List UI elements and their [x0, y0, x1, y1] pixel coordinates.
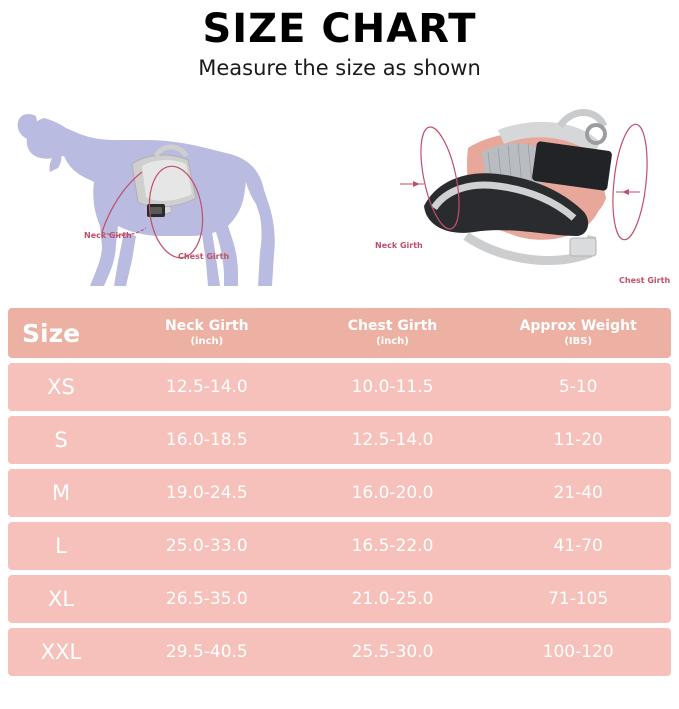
table-row	[8, 363, 671, 411]
cell-chest-girth: 10.0-11.5	[351, 377, 434, 397]
column-header-approx-weight-main: Approx Weight	[519, 318, 637, 335]
cell-chest-girth: 21.0-25.0	[351, 589, 434, 609]
harness-buckle	[570, 238, 596, 256]
cell-size: S	[54, 428, 68, 452]
cell-neck-girth: 16.0-18.5	[165, 430, 248, 450]
cell-approx-weight: 41-70	[553, 536, 603, 556]
cell-approx-weight: 5-10	[558, 377, 598, 397]
cell-size: M	[51, 481, 71, 505]
dog-neck-girth-label: Neck Girth	[84, 231, 132, 240]
harness-illustration	[348, 86, 678, 294]
cell-approx-weight: 21-40	[553, 483, 603, 503]
table-row	[8, 575, 671, 623]
table-row	[8, 522, 671, 570]
table-row	[8, 416, 671, 464]
cell-approx-weight: 11-20	[553, 430, 603, 450]
chest-arrow-head	[622, 189, 629, 195]
cell-neck-girth: 25.0-33.0	[165, 536, 248, 556]
cell-neck-girth: 12.5-14.0	[165, 377, 248, 397]
column-header-neck-girth	[114, 318, 300, 347]
table-row	[8, 469, 671, 517]
cell-chest-girth: 16.5-22.0	[351, 536, 434, 556]
cell-size: XS	[47, 375, 75, 399]
column-header-approx-weight-unit: (IBS)	[564, 335, 593, 347]
neck-arrow-head	[413, 181, 420, 187]
cell-chest-girth: 16.0-20.0	[351, 483, 434, 503]
table-header-row	[8, 308, 671, 358]
size-chart-page	[0, 8, 679, 709]
page-title: SIZE CHART	[202, 6, 477, 52]
column-header-size: Size	[22, 318, 81, 348]
cell-chest-girth: 12.5-14.0	[351, 430, 434, 450]
size-table	[8, 308, 671, 681]
cell-neck-girth: 19.0-24.5	[165, 483, 248, 503]
harness-chest-girth-label: Chest Girth	[619, 276, 671, 285]
page-subtitle: Measure the size as shown	[198, 56, 481, 80]
column-header-chest-girth	[300, 318, 486, 347]
table-row	[8, 628, 671, 676]
cell-size: L	[55, 534, 67, 558]
dog-chest-girth-label: Chest Girth	[178, 252, 230, 261]
illustration-area	[0, 86, 679, 294]
harness-neck-girth-label: Neck Girth	[375, 241, 423, 250]
column-header-neck-girth-main: Neck Girth	[165, 318, 249, 335]
dog-illustration	[6, 86, 336, 294]
cell-size: XXL	[40, 640, 82, 664]
cell-neck-girth: 26.5-35.0	[165, 589, 248, 609]
cell-neck-girth: 29.5-40.5	[165, 642, 248, 662]
cell-approx-weight: 100-120	[542, 642, 614, 662]
column-header-chest-girth-unit: (inch)	[376, 335, 409, 347]
cell-size: XL	[47, 587, 75, 611]
column-header-chest-girth-main: Chest Girth	[347, 318, 438, 335]
cell-chest-girth: 25.5-30.0	[351, 642, 434, 662]
column-header-neck-girth-unit: (inch)	[190, 335, 224, 347]
harness-chest-ellipse	[608, 123, 652, 242]
cell-approx-weight: 71-105	[548, 589, 609, 609]
column-header-approx-weight	[485, 318, 671, 347]
